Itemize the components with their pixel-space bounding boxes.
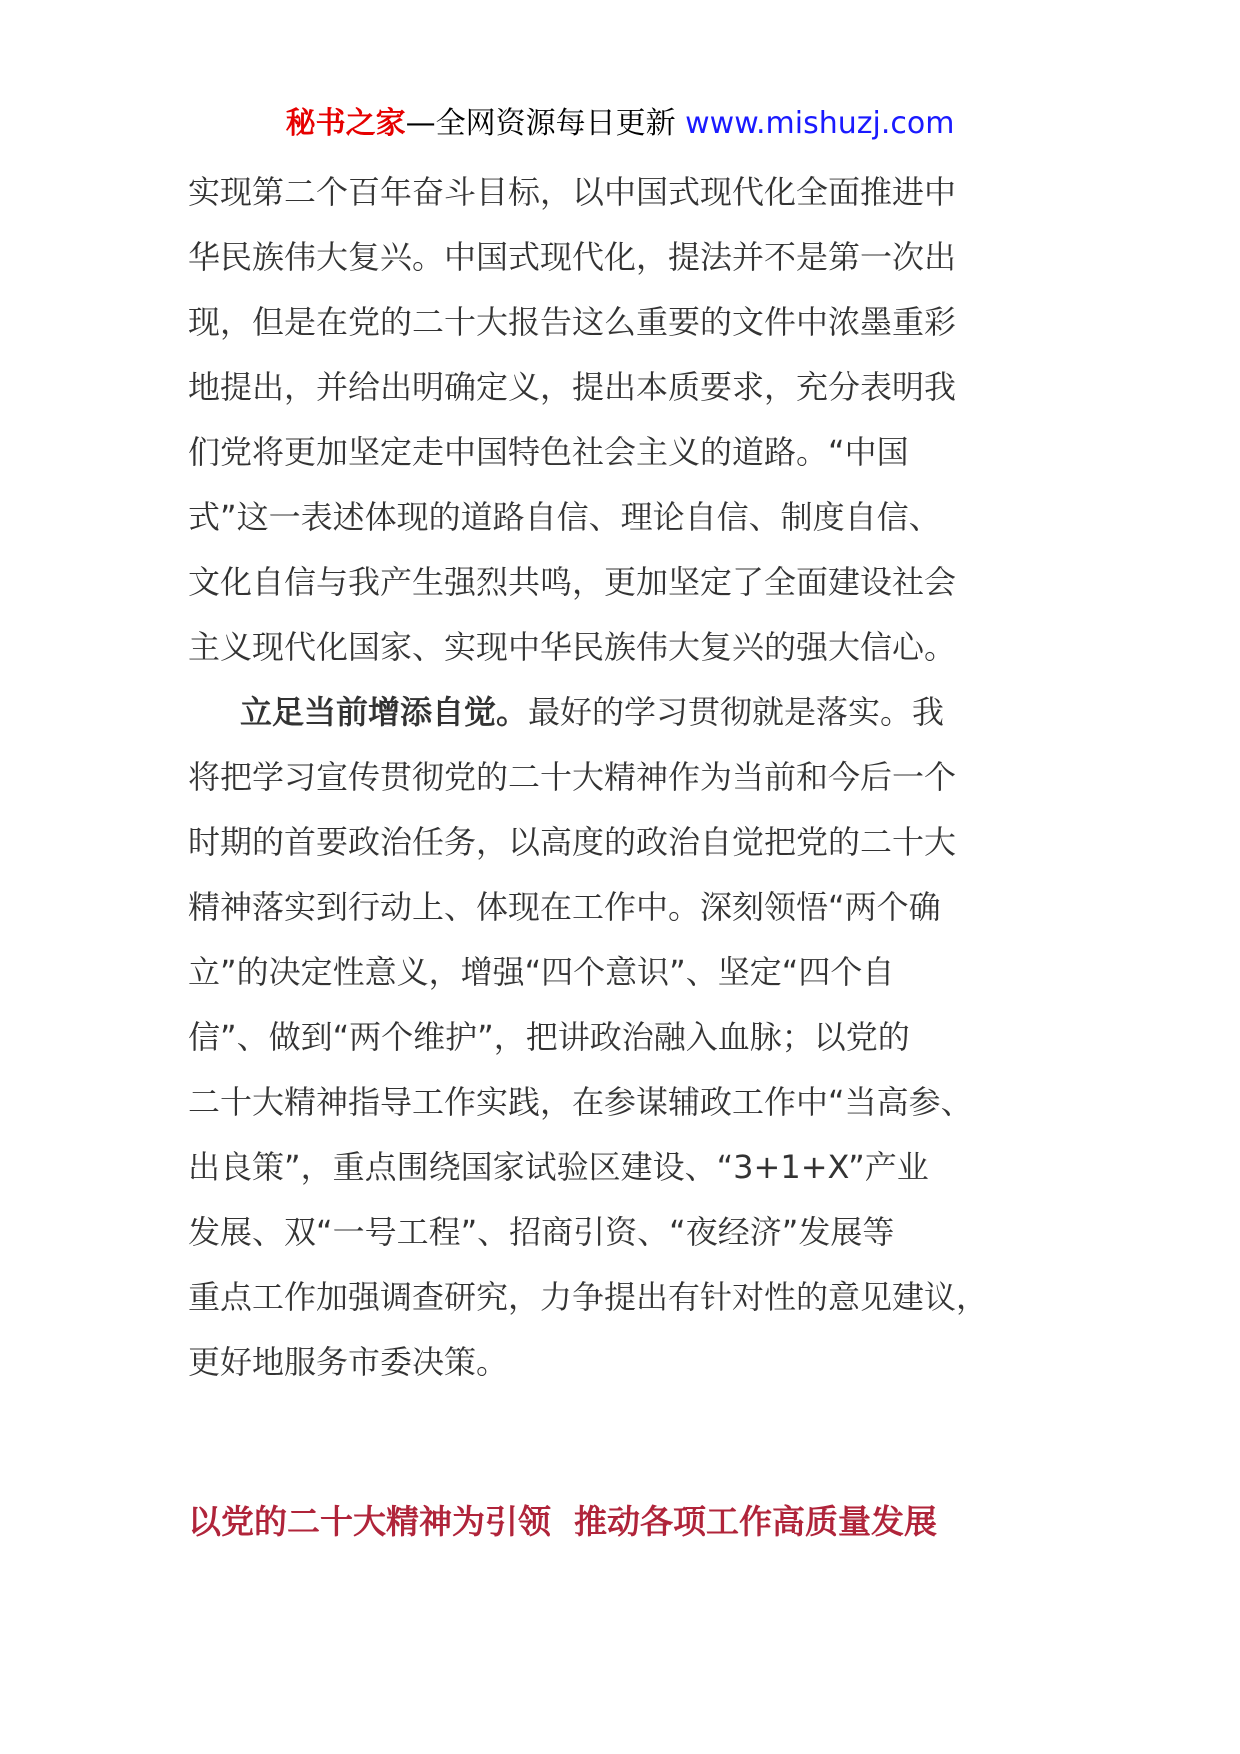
paragraph-line: 们党将更加坚定走中国特色社会主义的道路。“中国 (188, 433, 909, 471)
paragraph-line: 时期的首要政治任务，以高度的政治自觉把党的二十大 (188, 823, 957, 861)
brand-name: 秘书之家 (285, 106, 406, 141)
paragraph-line: 重点工作加强调查研究，力争提出有针对性的意见建议， (188, 1278, 989, 1316)
section-title: 以党的二十大精神为引领 推动各项工作高质量发展 (188, 1502, 937, 1541)
paragraph-1 (188, 160, 1068, 680)
paragraph-line: 立”的决定性意义，增强“四个意识”、坚定“四个自 (188, 953, 895, 991)
paragraph-line: 出良策”，重点围绕国家试验区建设、“3+1+X”产业 (188, 1148, 929, 1186)
paragraph-lead-text: 最好的学习贯彻就是落实。我 (528, 693, 945, 731)
paragraph-lead-heading: 立足当前增添自觉。 (240, 693, 529, 731)
paragraph-line: 更好地服务市委决策。 (188, 1343, 509, 1381)
paragraph-2 (188, 680, 1068, 1395)
paragraph-lead-line (188, 680, 1068, 745)
paragraph-line: 主义现代化国家、实现中华民族伟大复兴的强大信心。 (188, 628, 957, 666)
paragraph-line: 华民族伟大复兴。中国式现代化，提法并不是第一次出 (188, 238, 957, 276)
paragraph-line: 地提出，并给出明确定义，提出本质要求，充分表明我 (188, 368, 957, 406)
paragraph-line: 信”、做到“两个维护”，把讲政治融入血脉；以党的 (188, 1018, 910, 1056)
paragraph-line: 发展、双“一号工程”、招商引资、“夜经济”发展等 (188, 1213, 895, 1251)
paragraph-line: 现，但是在党的二十大报告这么重要的文件中浓墨重彩 (188, 303, 957, 341)
paragraph-line: 式”这一表述体现的道路自信、理论自信、制度自信、 (188, 498, 941, 536)
paragraph-line: 实现第二个百年奋斗目标，以中国式现代化全面推进中 (188, 173, 957, 211)
document-body (188, 160, 1068, 1395)
paragraph-line: 精神落实到行动上、体现在工作中。深刻领悟“两个确 (188, 888, 941, 926)
site-url-link[interactable]: www.mishuzj.com (685, 106, 955, 141)
brand-tagline: —全网资源每日更新 (405, 106, 676, 141)
paragraph-line: 将把学习宣传贯彻党的二十大精神作为当前和今后一个 (188, 758, 957, 796)
site-watermark-header (0, 104, 1240, 144)
paragraph-line: 二十大精神指导工作实践，在参谋辅政工作中“当高参、 (188, 1083, 973, 1121)
paragraph-line: 文化自信与我产生强烈共鸣，更加坚定了全面建设社会 (188, 563, 957, 601)
